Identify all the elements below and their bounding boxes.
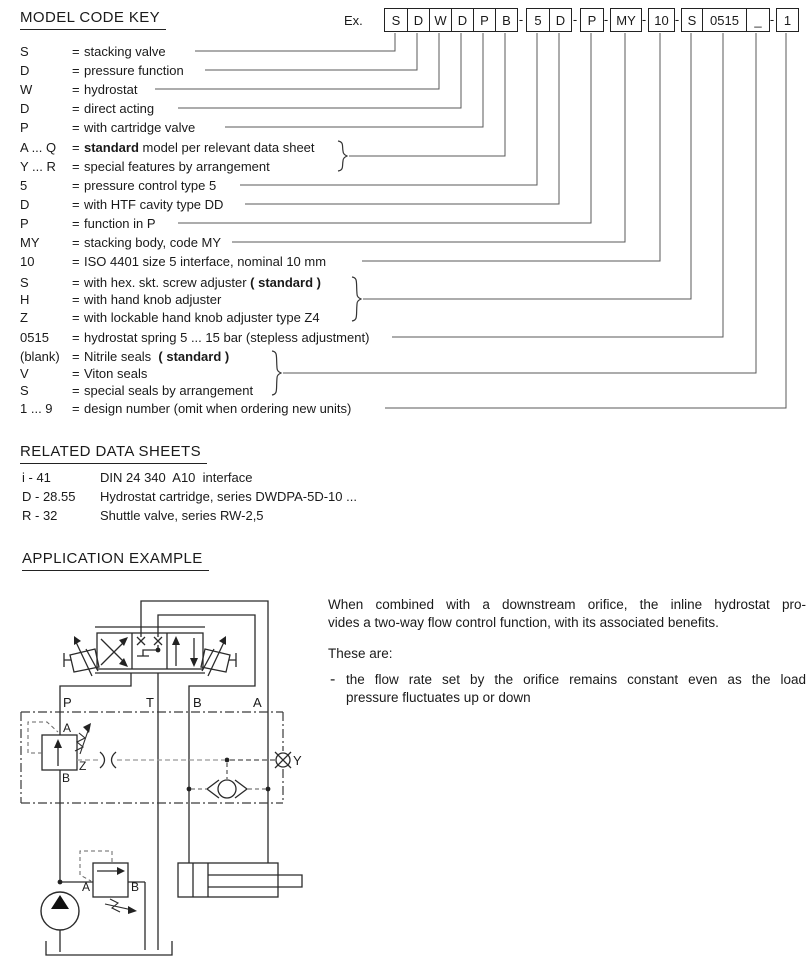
code-token: (blank): [20, 349, 60, 364]
code-description: design number (omit when ordering new units): [84, 401, 354, 416]
code-token: S: [20, 44, 29, 59]
hydrostat-port-z-label: Z: [79, 759, 87, 773]
hydrostat-port-b-label: B: [62, 771, 71, 785]
equals-sign: =: [72, 101, 80, 116]
paragraph-line: When combined with a downstream orifice, the inline hydrostat pro-: [328, 597, 806, 612]
code-row: [0, 366, 810, 381]
code-cell: B: [495, 9, 517, 31]
code-description: with HTF cavity type DD: [84, 197, 226, 212]
code-description: special seals by arrangement: [84, 383, 256, 398]
code-cell: 1: [783, 12, 792, 28]
code-cell: D: [451, 9, 473, 31]
equals-sign: =: [72, 275, 80, 290]
hydraulic-circuit-diagram: [0, 580, 320, 972]
code-description: Nitrile seals ( standard ): [84, 349, 232, 364]
hydrostat-valve: [42, 735, 77, 770]
code-row: [0, 401, 810, 416]
equals-sign: =: [72, 216, 80, 231]
code-box-design: [776, 8, 799, 32]
port-label-t: T: [146, 695, 154, 710]
relief-port-a-label: A: [82, 880, 91, 894]
data-sheet-ref: R - 32: [22, 508, 58, 523]
data-sheet-ref: i - 41: [22, 470, 51, 485]
hydrostat-port-a-label: A: [63, 721, 72, 735]
code-cell: D: [407, 9, 429, 31]
code-row: [0, 82, 810, 97]
equals-sign: =: [72, 330, 80, 345]
code-cell: D: [549, 9, 571, 31]
data-sheet-desc: DIN 24 340 A10 interface: [100, 470, 253, 485]
code-token: 10: [20, 254, 35, 269]
code-description: function in P: [84, 216, 159, 231]
code-cell: MY: [616, 12, 636, 28]
example-label: Ex.: [344, 13, 363, 28]
code-row: [0, 159, 810, 174]
bullet-dash: -: [330, 671, 336, 688]
code-description: ISO 4401 size 5 interface, nominal 10 mm: [84, 254, 329, 269]
equals-sign: =: [72, 140, 80, 155]
equals-sign: =: [72, 44, 80, 59]
code-box-group-5d: [526, 8, 572, 32]
code-token: Z: [20, 310, 28, 325]
equals-sign: =: [72, 197, 80, 212]
equals-sign: =: [72, 349, 80, 364]
data-sheet-desc: Hydrostat cartridge, series DWDPA-5D-10 ...: [100, 489, 357, 504]
code-description: direct acting: [84, 101, 157, 116]
code-cell: P: [473, 9, 495, 31]
orifice-symbol: [100, 752, 116, 768]
code-row: [0, 197, 810, 212]
bullet-line: the flow rate set by the orifice remains constant even as the load: [346, 672, 806, 687]
tank: [46, 941, 172, 955]
code-token: 5: [20, 178, 28, 193]
equals-sign: =: [72, 235, 80, 250]
code-row: [0, 235, 810, 250]
model-code-key-title: MODEL CODE KEY: [20, 9, 166, 30]
code-token: S: [20, 383, 29, 398]
code-description: pressure control type 5: [84, 178, 219, 193]
code-row: [0, 178, 810, 193]
equals-sign: =: [72, 159, 80, 174]
equals-sign: =: [72, 383, 80, 398]
code-row: [0, 44, 810, 59]
code-box-group-adjuster: [681, 8, 770, 32]
code-row: [0, 330, 810, 345]
code-token: D: [20, 197, 30, 212]
code-token: S: [20, 275, 29, 290]
relief-valve: [93, 863, 128, 897]
code-dash: -: [572, 12, 578, 27]
benefit-bullet: [328, 671, 806, 706]
equals-sign: =: [72, 178, 80, 193]
code-description: stacking valve: [84, 44, 169, 59]
application-example-title: APPLICATION EXAMPLE: [22, 550, 209, 571]
code-description: special features by arrangement: [84, 159, 273, 174]
code-row: [0, 310, 810, 325]
code-cell: 10: [654, 12, 669, 28]
code-token: H: [20, 292, 30, 307]
code-token: A ... Q: [20, 140, 57, 155]
code-description: with cartridge valve: [84, 120, 198, 135]
code-row: [0, 383, 810, 398]
code-row: [0, 101, 810, 116]
code-dash: -: [603, 12, 609, 27]
code-dash: -: [769, 12, 775, 27]
code-token: 1 ... 9: [20, 401, 53, 416]
code-box-my: [610, 8, 642, 32]
code-description: with lockable hand knob adjuster type Z4: [84, 310, 323, 325]
port-label-b: B: [193, 695, 202, 710]
code-row: [0, 63, 810, 78]
pilot-port-y-label: Y: [293, 753, 302, 768]
code-row: [0, 292, 810, 307]
code-token: P: [20, 216, 29, 231]
code-cell: S: [687, 12, 697, 28]
port-label-a: A: [253, 695, 262, 710]
code-description: stacking body, code MY: [84, 235, 224, 250]
code-dash: -: [674, 12, 680, 27]
related-data-sheets-title: RELATED DATA SHEETS: [20, 443, 207, 464]
relief-port-b-label: B: [131, 880, 140, 894]
shuttle-ball: [218, 780, 236, 798]
code-dash: -: [518, 12, 524, 27]
bullet-line: pressure fluctuates up or down: [346, 689, 531, 705]
code-box-10: [648, 8, 675, 32]
data-sheet-ref: D - 28.55: [22, 489, 76, 504]
equals-sign: =: [72, 366, 80, 381]
code-description: hydrostat: [84, 82, 140, 97]
code-cell: W: [429, 9, 451, 31]
these-are-label: These are:: [328, 646, 393, 661]
code-description: hydrostat spring 5 ... 15 bar (stepless adjustment): [84, 330, 372, 345]
a-line: [141, 601, 268, 863]
code-token: Y ... R: [20, 159, 56, 174]
code-cell: S: [391, 12, 401, 28]
code-description: Viton seals: [84, 366, 150, 381]
code-token: P: [20, 120, 29, 135]
code-description: with hand knob adjuster: [84, 292, 224, 307]
code-token: 0515: [20, 330, 49, 345]
equals-sign: =: [72, 63, 80, 78]
equals-sign: =: [72, 292, 80, 307]
code-description: with hex. skt. screw adjuster ( standard ): [84, 275, 324, 290]
cylinder-rod: [208, 875, 302, 887]
code-token: MY: [20, 235, 40, 250]
code-row: [0, 140, 810, 155]
code-cell: 0515: [702, 9, 746, 31]
code-description: standard model per relevant data sheet: [84, 140, 318, 155]
code-description: pressure function: [84, 63, 187, 78]
code-dash: -: [641, 12, 647, 27]
code-row: [0, 216, 810, 231]
code-token: W: [20, 82, 33, 97]
data-sheet-desc: Shuttle valve, series RW-2,5: [100, 508, 264, 523]
equals-sign: =: [72, 254, 80, 269]
b-line: [158, 615, 255, 863]
equals-sign: =: [72, 310, 80, 325]
code-token: D: [20, 101, 30, 116]
code-cell: 5: [534, 12, 542, 28]
code-row: [0, 349, 810, 364]
code-box-group-prefix: [384, 8, 518, 32]
code-cell: P: [587, 12, 597, 28]
equals-sign: =: [72, 120, 80, 135]
application-paragraph: [328, 596, 806, 631]
paragraph-line: vides a two-way flow control function, with its associated benefits.: [328, 614, 719, 630]
port-label-p: P: [63, 695, 72, 710]
code-token: V: [20, 366, 29, 381]
code-row: [0, 120, 810, 135]
code-row: [0, 275, 810, 290]
code-cell: _: [746, 9, 769, 31]
code-row: [0, 254, 810, 269]
equals-sign: =: [72, 401, 80, 416]
code-token: D: [20, 63, 30, 78]
equals-sign: =: [72, 82, 80, 97]
bullet-text: [346, 671, 806, 706]
